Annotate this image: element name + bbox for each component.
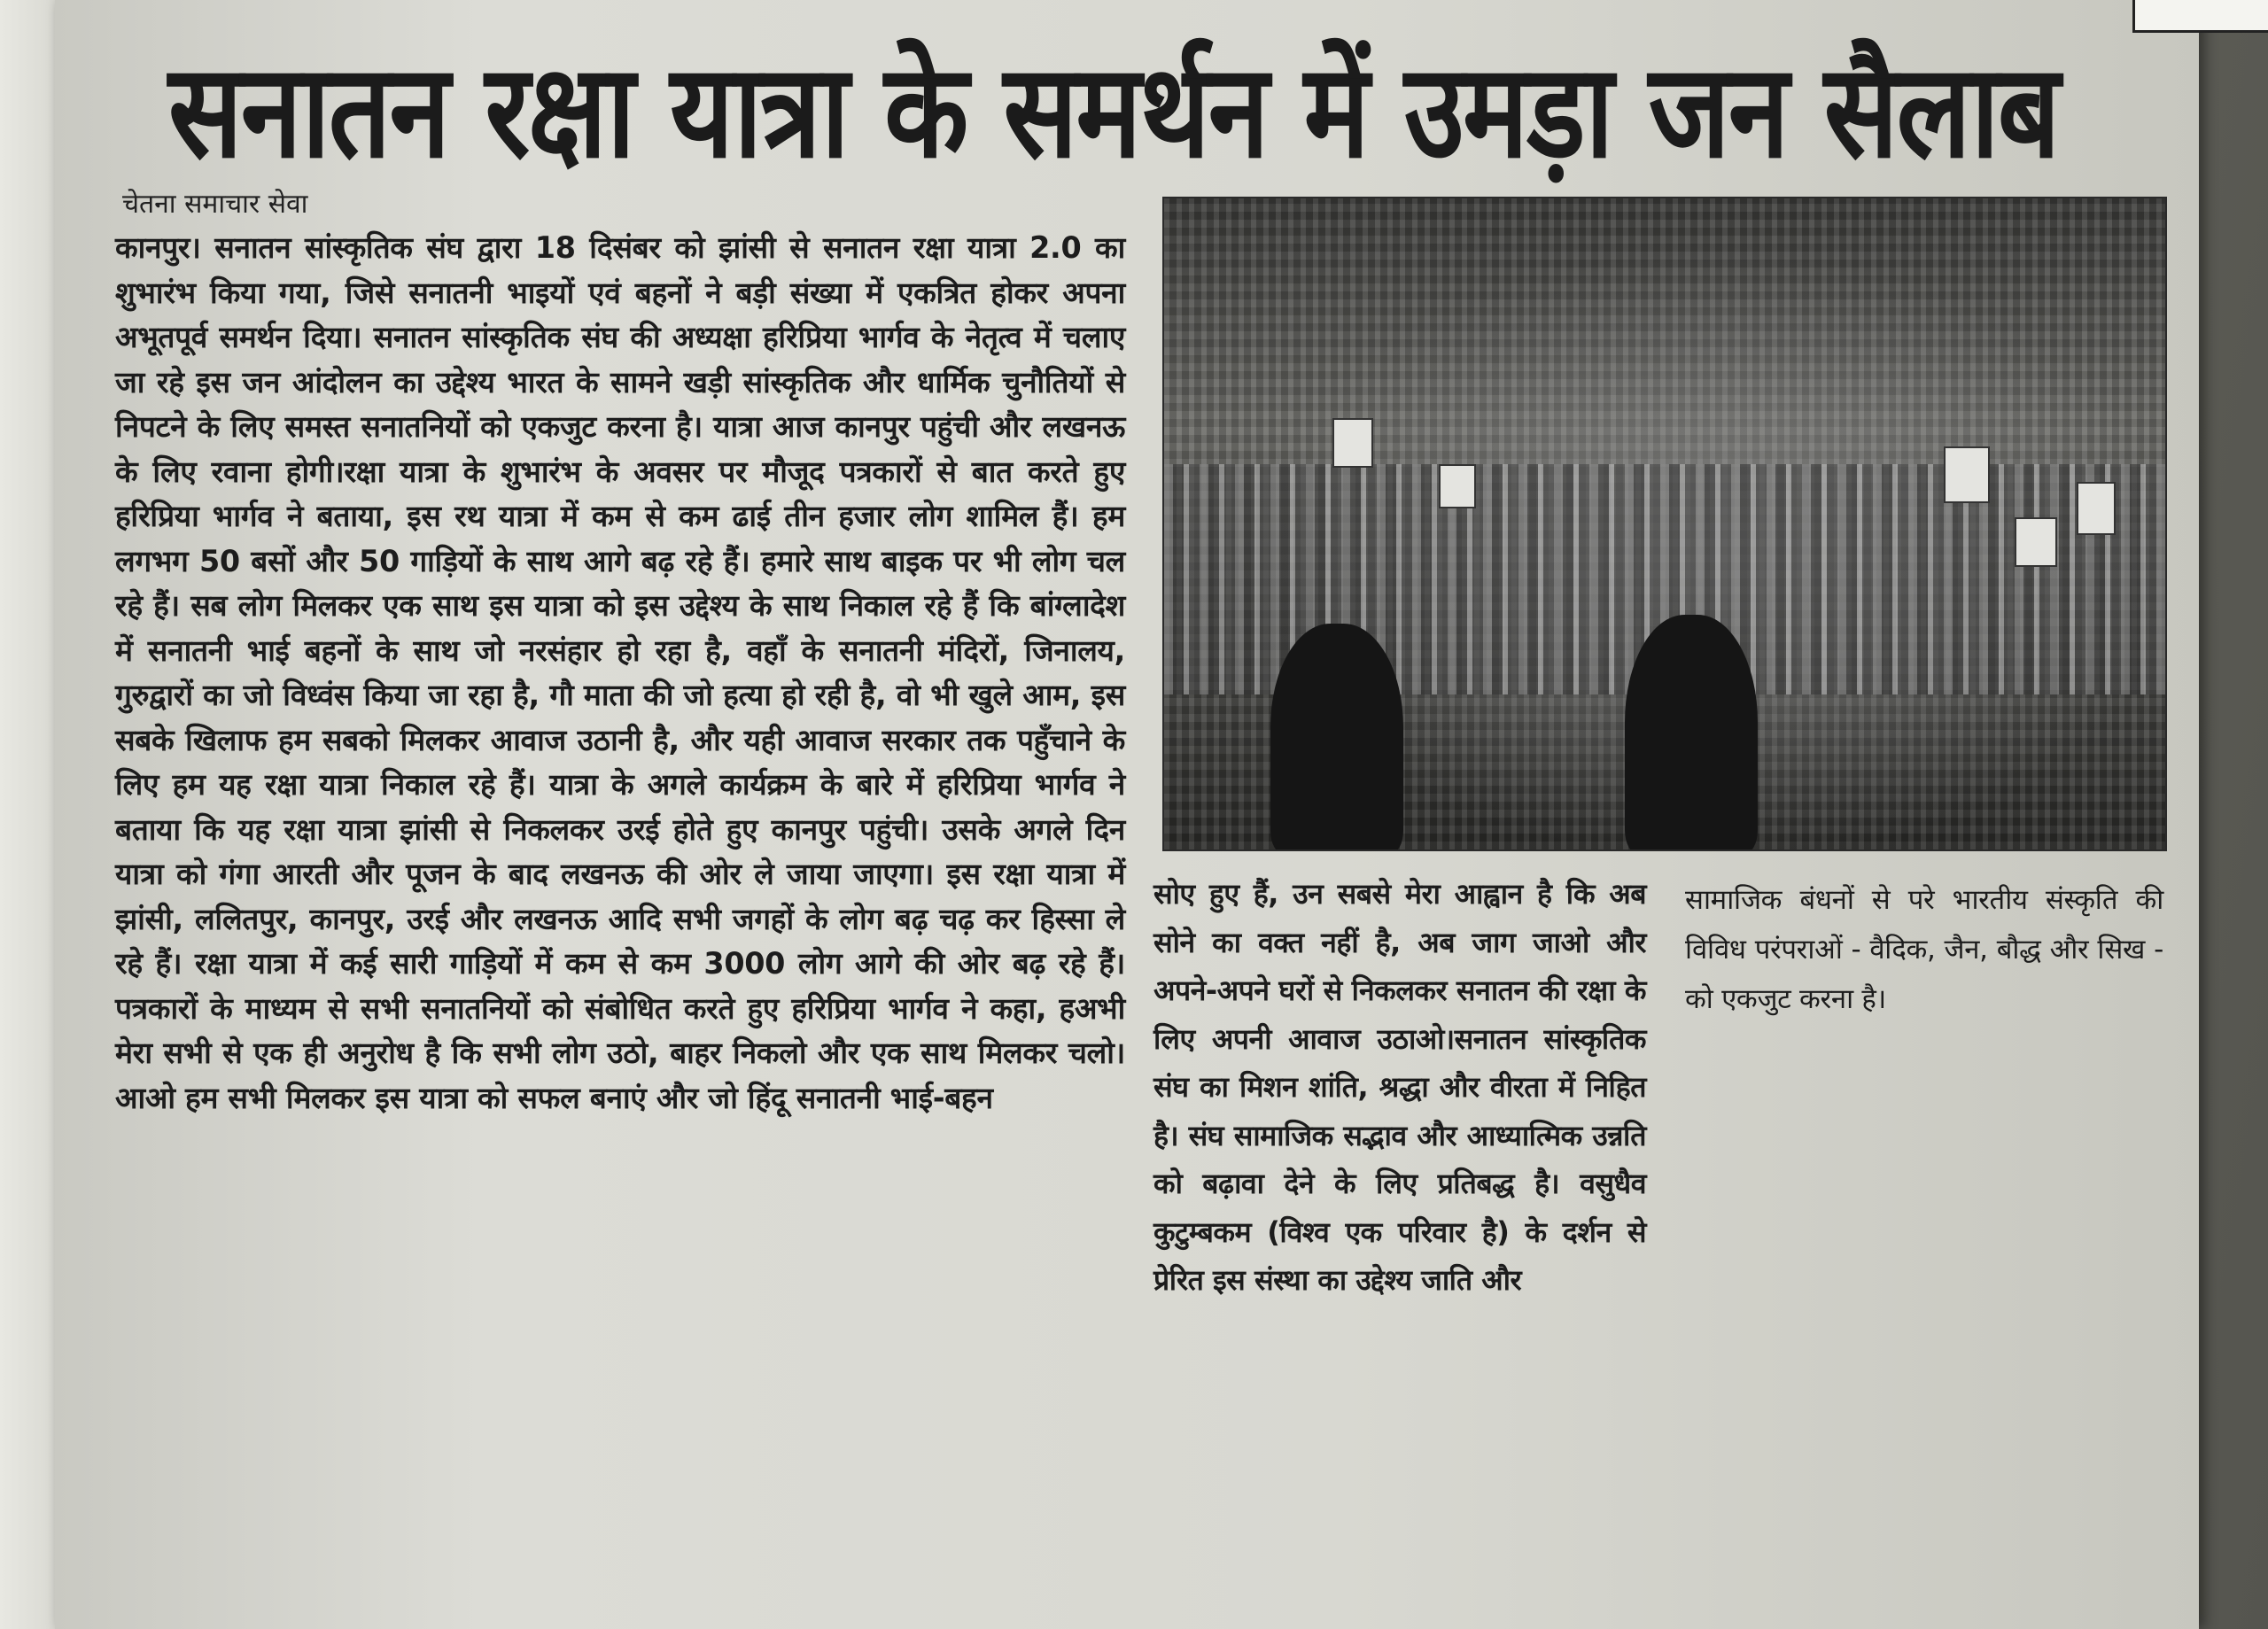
person-silhouette	[1270, 624, 1403, 851]
article-text-column-3: सामाजिक बंधनों से परे भारतीय संस्कृति की विविध परंपराओं - वैदिक, जैन, बौद्ध और सिख - को एकजुट करना है।	[1685, 884, 2163, 1015]
placard	[1332, 418, 1373, 468]
article-column-1	[115, 226, 1125, 1572]
article-text-column-2: सोए हुए हैं, उन सबसे मेरा आह्वान है कि अब सोने का वक्त नहीं है, अब जाग जाओ और अपने-अपने घरों से निकलकर सनातन की रक्षा के लिए अपनी आवाज उठाओ।सनातन सांस्कृतिक संघ का मिशन शांति, श्रद्धा और वीरता में निहित है। संघ सामाजिक सद्भाव और आध्यात्मिक उन्नति को बढ़ावा देने के लिए प्रतिबद्ध है। वसुधैव कुटुम्बकम (विश्व एक परिवार है) के दर्शन से प्रेरित इस संस्था का उद्देश्य जाति और	[1153, 877, 1646, 1297]
headline: सनातन रक्षा यात्रा के समर्थन में उमड़ा जन सैलाब	[168, 36, 2059, 188]
article-column-2	[1153, 870, 1646, 1543]
placard	[2015, 517, 2057, 567]
placard	[1944, 446, 1990, 503]
byline: चेतना समाचार सेवा	[122, 189, 308, 220]
crowd-photo	[1162, 197, 2167, 851]
article-column-3	[1685, 875, 2163, 1088]
placard	[2077, 482, 2116, 535]
placard	[1439, 464, 1476, 508]
article-text-column-1: कानपुर। सनातन सांस्कृतिक संघ द्वारा 18 दिसंबर को झांसी से सनातन रक्षा यात्रा 2.0 का शुभारंभ किया गया, जिसे सनातनी भाइयों एवं बहनों ने बड़ी संख्या में एकत्रित होकर अपना अभूतपूर्व समर्थन दिया। सनातन सांस्कृतिक संघ की अध्यक्षा हरिप्रिया भार्गव के नेतृत्व में चलाए जा रहे इस जन आंदोलन का उद्देश्य भारत के सामने खड़ी सांस्कृतिक और धार्मिक चुनौतियों से निपटने के लिए समस्त सनातनियों को एकजुट करना है। यात्रा आज कानपुर पहुंची और लखनऊ के लिए रवाना होगी।रक्षा यात्रा के शुभारंभ के अवसर पर मौजूद पत्रकारों से बात करते हुए हरिप्रिया भार्गव ने बताया, इस रथ यात्रा में कम से कम ढाई तीन हजार लोग शामिल हैं। हम लगभग 50 बसों और 50 गाड़ियों के साथ आगे बढ़ रहे हैं। हमारे साथ बाइक पर भी लोग चल रहे हैं। सब लोग मिलकर एक साथ इस यात्रा को इस उद्देश्य के साथ निकाल रहे हैं कि बांग्लादेश में सनातनी भाई बहनों के साथ जो नरसंहार हो रहा है, वहाँ के सनातनी मंदिरों, जिनालय, गुरुद्वारों का जो विध्वंस किया जा रहा है, गौ माता की जो हत्या हो रही है, वो भी खुले आम, इस सबके खिलाफ हम सबको मिलकर आवाज उठानी है, और यही आवाज सरकार तक पहुँचाने के लिए हम यह रक्षा यात्रा निकाल रहे हैं। यात्रा के अगले कार्यक्रम के बारे में हरिप्रिया भार्गव ने बताया कि यह रक्षा यात्रा झांसी से निकलकर उरई होते हुए कानपुर पहुंची। उसके अगले दिन यात्रा को गंगा आरती और पूजन के बाद लखनऊ की ओर ले जाया जाएगा। इस रक्षा यात्रा में झांसी, ललितपुर, कानपुर, उरई और लखनऊ आदि सभी जगहों के लोग बढ़ चढ़ कर हिस्सा ले रहे हैं। रक्षा यात्रा में कई सारी गाड़ियों में कम से कम 3000 लोग आगे की ओर बढ़ रहे हैं। पत्रकारों के माध्यम से सभी सनातनियों को संबोधित करते हुए हरिप्रिया भार्गव ने कहा, हअभी मेरा सभी से एक ही अनुरोध है कि सभी लोग उठो, बाहर निकलो और एक साथ मिलकर चलो। आओ हम सभी मिलकर इस यात्रा को सफल बनाएं और जो हिंदू सनातनी भाई-बहन	[115, 230, 1125, 1115]
person-silhouette	[1625, 615, 1758, 851]
